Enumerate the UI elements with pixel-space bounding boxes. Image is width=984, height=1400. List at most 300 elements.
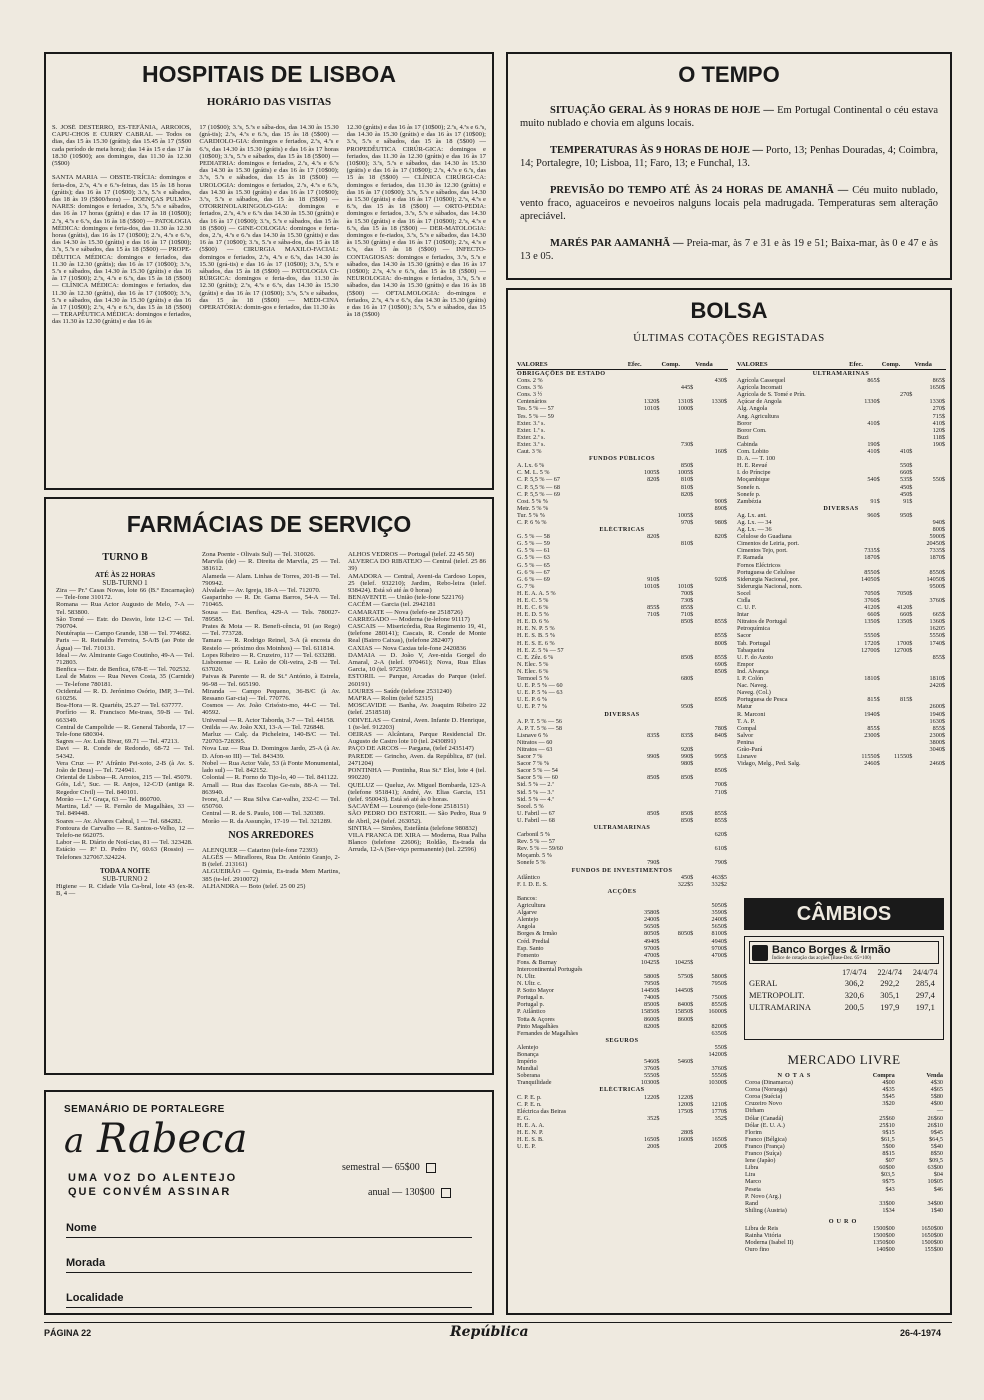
bolsa-right-value-cell: 5900$ — [929, 533, 945, 541]
bolsa-left-row — [516, 547, 728, 554]
bolsa-right-row — [736, 640, 946, 647]
bolsa-left-value-cell: 3580$ — [643, 909, 660, 917]
bolsa-left-value-cell: 8550$ — [711, 1001, 727, 1009]
bolsa-left-name-cell: H. E. Z. 5 % — 57 — [517, 646, 564, 654]
bolsa-left-value-cell: 4700$ — [643, 951, 660, 959]
bolsa-right-value-cell: 3800$ — [929, 738, 945, 746]
tempo-p1-lead: SITUAÇÃO GERAL ÀS 9 HORAS DE HOJE — — [550, 105, 774, 116]
bolsa-left-name-cell: H. E. A. A. — [517, 1121, 545, 1129]
bolsa-left-value-cell: 5550$ — [711, 1072, 727, 1080]
bolsa-right-value-cell: 16205 — [929, 625, 945, 633]
bolsa-right-row — [736, 377, 946, 384]
bolsa-left-name-cell: G. 5 % — 58 — [517, 533, 550, 541]
bolsa-right-name-cell: Penina — [737, 738, 754, 746]
bolsa-left-row — [516, 909, 728, 916]
bolsa-left-row — [516, 732, 728, 739]
bolsa-right-name-cell: Celulose do Guadiana — [737, 533, 792, 541]
bolsa-right-value-cell: 2300$ — [864, 731, 880, 739]
bolsa-right-value-cell — [913, 661, 946, 668]
bolsa-left-row — [516, 767, 728, 774]
bolsa-right-name-cell: Intar — [737, 611, 749, 619]
bolsa-left-row — [516, 576, 728, 583]
bolsa-left-value-cell: 1200$ — [677, 1100, 694, 1108]
bolsa-left-value-cell — [627, 654, 661, 661]
bolsa-left-row — [516, 1094, 728, 1101]
bolsa-left-value-cell — [694, 384, 728, 391]
bolsa-right-row — [736, 519, 946, 526]
rabeca-localidade-field[interactable] — [66, 1292, 472, 1308]
bolsa-left-name-cell: G. 5 % — 65 — [517, 561, 550, 569]
bolsa-left-value-cell — [694, 476, 728, 483]
bolsa-left-value-cell — [627, 562, 661, 569]
bolsa-left-name-cell: Pinto Magalhães — [517, 1022, 559, 1030]
bolsa-left-name-cell: G. 5 % — 63 — [517, 554, 550, 562]
mercado-notas-value-cell: 9$75 — [882, 1178, 895, 1186]
bolsa-right-section-label: DIVERSAS — [823, 504, 859, 512]
bolsa-left-row — [516, 803, 728, 810]
bolsa-left-value-cell: 3760$ — [643, 1065, 660, 1073]
mercado-notas-value-cell: $64,5 — [929, 1135, 943, 1143]
bolsa-left-value-cell — [694, 987, 728, 994]
mercado-notas-value-cell: $09,5 — [929, 1157, 943, 1165]
bolsa-left-value-cell: 8600$ — [643, 1015, 660, 1023]
bolsa-right-value-cell: 1870$ — [864, 554, 880, 562]
bolsa-right-name-cell: H. E. Revué — [737, 462, 768, 470]
rabeca-logo-a: a — [64, 1121, 85, 1161]
farmacias-subturno-2: SUB-TURNO 2 — [102, 874, 148, 883]
bolsa-left-value-cell — [660, 1143, 694, 1150]
cambios-value-cell: 197,9 — [880, 1002, 900, 1012]
bolsa-right-name-cell: Portuguesa de Celulose — [737, 568, 796, 576]
bolsa-left-value-cell: 14200$ — [708, 1051, 727, 1058]
bolsa-left-value-cell — [660, 923, 694, 930]
bolsa-left-value-cell — [660, 796, 694, 803]
bolsa-right-name-cell: Siderurgia Nacional, nom. — [737, 582, 803, 590]
bolsa-left-name-cell: Sacor 5 % — 60 — [517, 774, 558, 782]
bolsa-left-value-cell — [694, 1058, 728, 1065]
tempo-p1-text: Em Portugal Continental o céu estava muito nublado e chovia em alguns locais. — [520, 105, 939, 129]
bolsa-left-name-cell: Agricultura — [517, 902, 546, 910]
bolsa-right-row — [736, 604, 946, 611]
bolsa-left-row — [516, 398, 728, 405]
bolsa-left-value-cell: 850$ — [714, 696, 727, 704]
mercado-notas-label-cell: Rand — [745, 1199, 759, 1207]
bolsa-left-row — [516, 952, 728, 959]
rabeca-box — [44, 1090, 494, 1315]
bolsa-left-row — [516, 881, 728, 888]
bolsa-right-value-cell — [881, 547, 914, 554]
cambios-value-cell: 285,4 — [915, 978, 935, 988]
bolsa-left-name-cell: Fons. & Burnay — [517, 958, 557, 966]
bolsa-left-row — [516, 1108, 728, 1115]
bolsa-left-value-cell: 970$ — [680, 518, 694, 526]
bolsa-right-value-cell — [848, 519, 881, 526]
bolsa-right-name-cell: Vidago, Melg., Ped. Salg. — [737, 760, 801, 768]
bolsa-right-value-cell: 1350$ — [896, 618, 913, 626]
bolsa-left-value-cell — [694, 512, 728, 519]
mercado-notas-value-cell: 26$60 — [927, 1114, 943, 1122]
bolsa-left-value-cell: 900$ — [714, 497, 727, 505]
mercado-notas-label-cell: Coroa (Noruega) — [745, 1086, 788, 1094]
mercado-notas-label-cell: Marco — [745, 1178, 762, 1186]
bolsa-left-value-cell: 850$ — [714, 767, 727, 775]
bolsa-left-name-cell: Alentejo — [517, 1043, 539, 1051]
rabeca-nome-label: Nome — [66, 1222, 97, 1234]
rabeca-morada-field[interactable] — [66, 1257, 472, 1273]
bolsa-left-value-cell — [627, 640, 661, 647]
bolsa-right-row — [736, 384, 946, 391]
hospitais-col-2: 17 (10$00); 3.ªs, 5.ªs e sába-dos, das 14.30 às 15.30 (grá-tis); 2.ªs, 4.ªs e 6.ªs, das 15 às 18 (5$00) — CARDIOLO-GIA: domingos e feriados, 2.ªs, 4.ªs e 6.ªs, das 14.30 às 15.30 (grátis) e das 16 às 17 horas (10$00); 3.ªs, 5.ªs e sábados, das 15 às 18 (5$00) — PEDIATRIA: domingos e feriados, 2.ªs, 4.ªs e 6.ªs das 14.30 às 15.30 (grátis) e das 16 às 17 (10$00); 3.ªs, 5.ªs e sábados, das 15 às 18 (5$00) — UROLOGIA: domingos e feriados, 2.ªs, 4.ªs e 6.ªs, das 14.30 às 15.30 (grátis) e das 16 às 17 (10$00); 3.ªs, 5.ªs e sábados, das 15 às 18 (5$00) — OTORRINOLARINGOLO-GIA: domingos e feriados, 2.ªs, 4.ªs e 6.ªs das 14.30 às 15.30 (grátis) e das 16 às 17 (10$00); 3.ªs, 5.ªs e sábados, das 15 às 18 (5$00) — GINE-COLOGIA: domingos e feria-dos, 2.ªs, 4.ªs e 6.ªs das 14.30 às 15.30 (grátis) e das 16 às 17 (10$00); 3.ªs, 5.ªs e sába-dos, das 15 às 18 (5$00) — CIRURGIA MAXILO-FACIAL: domingos e feriados, 2.ªs, 4.ªs e 6.ªs, das 14.30 às 15.30 (grá-tis) e das 16 às 17 (10$00); 3.ªs, 5.ªs e sábados, das 15 às 18 (5$00) — PATOLOGIA CI-RÚRGICA: domingos e feria-dos, das 11.30 às 12.30 (grátis); 2.ªs, 4.ªs e 6.ªs, das 14.30 às 15.30 (grátis) e das 16 às 17 (10$00); 3.ªs, 5.ªs e sábados, das 15 às 18 (5$00) — MEDI-CINA OPERATÓRIA: domin-gos e feriados, das 11.30 às — [199, 124, 339, 312]
rabeca-semestral-row[interactable] — [342, 1162, 436, 1173]
bolsa-right-row — [736, 434, 946, 441]
bolsa-left-value-cell — [660, 789, 694, 796]
bolsa-right-value-cell: 550$ — [900, 462, 913, 470]
bolsa-right-value-cell — [881, 689, 914, 696]
footer-page: PÁGINA 22 — [44, 1328, 92, 1338]
bolsa-right-name-cell: Boror — [737, 419, 752, 427]
mercado-notas-value-cell: 25$10 — [879, 1121, 895, 1129]
bolsa-right-value-cell — [848, 625, 881, 632]
bolsa-left-section-label: OBRIGAÇÕES DE ESTADO — [517, 370, 606, 377]
bolsa-left-name-cell: Termoel 5 % — [517, 675, 549, 683]
bolsa-left-value-cell: 1010$ — [643, 582, 660, 590]
bolsa-right-value-cell — [848, 469, 881, 476]
bolsa-left-value-cell: 8500$ — [643, 1001, 660, 1009]
bolsa-left-name-cell: Bancos: — [517, 894, 537, 902]
bolsa-right-value-cell: 660$ — [900, 611, 913, 619]
bolsa-left-name-cell: Eléctrica das Beiras — [517, 1107, 567, 1115]
bolsa-left-value-cell: 1650$ — [711, 1136, 727, 1144]
bolsa-left-value-cell — [627, 625, 661, 632]
mercado-notas-value-cell: 4$65 — [930, 1086, 943, 1094]
bolsa-right-row — [736, 547, 946, 554]
mercado-notas-value-cell: 10$05 — [927, 1178, 943, 1186]
bolsa-left-name-cell: U. Fabril — 68 — [517, 816, 555, 824]
bolsa-right-value-cell: 660$ — [900, 469, 913, 477]
bolsa-left-value-cell — [694, 739, 728, 746]
mercado-notas-label-cell: Dólar (E. U. A.) — [745, 1121, 785, 1129]
cambios-bank-name: Banco Borges & Irmão — [772, 944, 891, 956]
bolsa-right-row — [736, 405, 946, 412]
bolsa-left-value-cell: 850$ — [680, 653, 694, 661]
bolsa-left-row — [516, 583, 728, 590]
bolsa-left-value-cell — [627, 895, 661, 902]
bolsa-left-value-cell: 850$ — [714, 667, 727, 675]
bolsa-left-row — [516, 959, 728, 966]
rabeca-anual-row[interactable] — [368, 1187, 451, 1198]
bolsa-left-row — [516, 682, 728, 689]
bolsa-left-row — [516, 519, 728, 526]
bolsa-right-value-cell: 2460$ — [864, 760, 880, 768]
bolsa-left-value-cell: 840$ — [714, 731, 727, 739]
bolsa-left-value-cell — [694, 611, 728, 618]
bolsa-left-name-cell: Carbonil 5 % — [517, 831, 550, 839]
bolsa-left-value-cell: 200$ — [647, 1143, 660, 1151]
farmacias-col-2b: ALENQUER — Catarino (tele-fone 72393) ALGÉS — Miraflores, Rua Dr. António Granjo, 2-B (telef. 213161) ALGUEIRÃO — Quimia, Es-trada Mem Martins, 385 (te-lef. 2910072) ALHANDRA — Boto (telef. 25 00 25) — [202, 846, 340, 890]
bolsa-right-name-cell: Salvor — [737, 731, 754, 739]
bolsa-right-row — [736, 533, 946, 540]
bolsa-left-value-cell: 1010$ — [677, 582, 694, 590]
bolsa-left-value-cell: 5460$ — [643, 1058, 660, 1066]
bolsa-right-value-cell: 2420$ — [929, 682, 945, 690]
bolsa-left-name-cell: Tes. 5 % — 57 — [517, 405, 554, 413]
bolsa-left-value-cell — [627, 618, 661, 625]
bolsa-left-row — [516, 1023, 728, 1030]
farmacias-col-1: Zira — Pr.ª Casas Novas, lote 66 (B.º Encarnação) — Tele-fone 310172. Romana — Rua Actor Augusto de Melo, 7-A — Tel. 583800. São Tomé — Estr. do Desvio, lote 12-C — Tel. 790704. Neutérapia — Campo Grande, 138 — Tel. 774682. Paris — R. Reinaldo Ferreira, 5-A/B (ao Pote de Água) — Tel. 710131. Ideal — Av. Almirante Gago Coutinho, 49-A — Tel. 712803. Benfica — Estr. de Benfica, 678-E — Tel. 702532. Leal de Matos — Rua Neves Costa, 35 (Carnide) — Te-lefone 780181. Ocidental — R. D. Jerónimo Osório, IMP, 3—Tel. 610256. Boa-Hora — R. Quartéis, 25.27 — Tel. 637777. Porfírio — R. Francisco Me-trass, 59-B — Tel. 663349. Central de Campolide — R. General Taborda, 17 — Tele-fone 680304. Sagres — Av. Luís Bivar, 69.71 — Tel. 47213. Davi — R. Conde de Redondo, 68-72 — Tel. 54342. Vera Cruz — P.ª Afrânio Pei-xoto, 2-B (à Av. S. João de Deus) — Tel. 724941. Oriental de Lisboa—R. Arroios, 215 — Tel. 45079. Góis, Ld.ª, Suc. — R. Anjos, 12-C/D (antiga R. Regedor Civil) — Tel. 840101. Morão — L.º Graça, 63 — Tel. 860700. Martins, Ld.ª — R. Fernão de Magalhães, 33 — Tel. 849448. Soares — Av. Alvares Cabral, 1 — Tel. 684282. Fontoura de Carvalho — R. Santos-o-Velho, 12 — Telefo-ne 662075. Labor — R. Diário de Notí-cias, 81 — Tel. 323428. Estácio — P.ª D. Pedro IV, 60.63 (Rossio) — Telefones 327067.324224. — [56, 587, 194, 861]
bolsa-right-value-cell — [881, 427, 914, 434]
bolsa-left-row — [516, 611, 728, 618]
bolsa-left-value-cell — [627, 420, 661, 427]
bolsa-right-value-cell — [848, 427, 881, 434]
bolsa-left-value-cell: 700$ — [714, 781, 727, 789]
bolsa-left-row — [516, 391, 728, 398]
bolsa-right-name-cell: Cimentos de Leiria, port. — [737, 540, 800, 548]
bolsa-left-value-cell — [694, 469, 728, 476]
bolsa-left-row — [516, 1058, 728, 1065]
cambios-value-cell: 197,1 — [915, 1002, 935, 1012]
bolsa-left-value-cell: 820$ — [714, 533, 727, 541]
bolsa-left-value-cell: 780$ — [714, 724, 727, 732]
bolsa-left-value-cell — [660, 980, 694, 987]
bolsa-left-value-cell: 5460$ — [677, 1058, 694, 1066]
bolsa-left-row — [516, 966, 728, 973]
bolsa-left-value-cell: 1750$ — [677, 1107, 694, 1115]
bolsa-left-value-cell: 820$ — [647, 533, 660, 541]
bolsa-left-value-cell: 550$ — [714, 1043, 727, 1051]
bolsa-left-row — [516, 1016, 728, 1023]
bolsa-right-value-cell: 2460$ — [929, 760, 945, 768]
bolsa-left-value-cell — [694, 540, 728, 547]
bolsa-right-row — [736, 569, 946, 576]
bolsa-left-name-cell: Soberana — [517, 1072, 541, 1080]
bolsa-left-row — [516, 945, 728, 952]
bolsa-title: BOLSA — [690, 298, 768, 323]
mercado-notas-row — [744, 1200, 944, 1207]
bolsa-left-row — [516, 930, 728, 937]
bolsa-right-name-cell: Tab. Portugal — [737, 639, 771, 647]
bolsa-left-value-cell — [660, 498, 694, 505]
bolsa-left-row — [516, 874, 728, 881]
bolsa-left-value-cell: 7950$ — [711, 980, 727, 988]
bolsa-left-value-cell: 10425$ — [640, 958, 660, 966]
bolsa-left-row — [516, 625, 728, 632]
bolsa-right-value-cell — [848, 668, 881, 675]
bolsa-left-value-cell — [627, 966, 661, 973]
bolsa-right-value-cell — [848, 491, 881, 498]
bolsa-left-row — [516, 831, 728, 838]
bolsa-left-value-cell: 1320$ — [643, 398, 660, 406]
mercado-notas-row — [744, 1079, 944, 1086]
bolsa-left-value-cell — [627, 661, 661, 668]
bolsa-right-name-cell: Boror Com. — [737, 426, 767, 434]
mercado-notas-table — [744, 1072, 944, 1253]
bolsa-box — [506, 288, 952, 1315]
bolsa-right-value-cell — [881, 441, 914, 448]
bolsa-left-name-cell: N. Elec. 5 % — [517, 660, 549, 668]
bolsa-right-value-cell — [881, 732, 914, 739]
bolsa-left-name-cell: Rev. 5 % — 57 — [517, 838, 555, 846]
bolsa-right-value-cell — [848, 484, 881, 491]
bolsa-right-name-cell: F. Ramada — [737, 554, 764, 562]
bolsa-left-name-cell: Tranquilidade — [517, 1079, 552, 1087]
footer-date: 26-4-1974 — [900, 1328, 942, 1338]
bolsa-right-value-cell — [881, 661, 914, 668]
cambios-bank-banner — [749, 941, 939, 964]
bolsa-right-value-cell — [913, 590, 946, 597]
mercado-notas-label-cell: Iene (Japão) — [745, 1157, 776, 1165]
bolsa-right-value-cell — [848, 703, 881, 710]
bolsa-left-row — [516, 1044, 728, 1051]
bolsa-left-head-comp: Comp. — [660, 360, 694, 370]
mercado-notas-value-cell: 4$00 — [882, 1079, 895, 1087]
bolsa-right-value-cell: 2300$ — [929, 731, 945, 739]
mercado-notas-label-cell: Lira — [745, 1171, 756, 1179]
bolsa-right-row — [736, 455, 946, 462]
bolsa-right-value-cell: 665$ — [932, 611, 945, 619]
bolsa-left-value-cell: 430$ — [714, 377, 727, 385]
bolsa-left-value-cell: 730$ — [680, 597, 694, 604]
bolsa-right-value-cell — [913, 562, 946, 569]
bolsa-left-name-cell: Tur. 5 % % — [517, 511, 545, 519]
bolsa-left-value-cell — [660, 838, 694, 845]
bolsa-left-value-cell: 200$ — [714, 1143, 727, 1151]
tempo-p3-lead: PREVISÃO DO TEMPO ATÉ ÀS 24 HORAS DE AMANHÃ — — [550, 185, 849, 196]
farmacias-noite: TODA A NOITE — [99, 866, 151, 875]
bolsa-left-value-cell — [627, 831, 661, 838]
bolsa-left-row — [516, 554, 728, 561]
bolsa-left-value-cell — [660, 895, 694, 902]
bolsa-left-name-cell: P. Atlântico — [517, 1008, 546, 1016]
bolsa-right-name-cell: Ag. Lx. — 36 — [737, 526, 772, 534]
bolsa-right-value-cell — [913, 668, 946, 675]
bolsa-left-name-cell: A. P. T. 5 % — 58 — [517, 724, 562, 732]
bolsa-right-row — [736, 668, 946, 675]
mercado-ouro-head: OURO — [828, 1217, 860, 1225]
rabeca-semestral-label: semestral — 65$00 — [342, 1162, 420, 1173]
bolsa-left-row — [516, 540, 728, 547]
bolsa-left-value-cell: 920$ — [714, 575, 727, 583]
bolsa-left-value-cell — [660, 554, 694, 561]
mercado-ouro-value-cell: 140$00 — [876, 1246, 895, 1254]
bolsa-right-value-cell: 7335$ — [864, 547, 880, 555]
bolsa-right-value-cell: 715$ — [932, 412, 945, 420]
bolsa-left-row — [516, 817, 728, 824]
bolsa-right-value-cell: 12700$ — [861, 646, 880, 654]
bolsa-left-value-cell — [627, 1030, 661, 1037]
cambios-value-cell: 305,1 — [880, 990, 900, 1000]
bolsa-left-value-cell — [660, 945, 694, 952]
bolsa-right-value-cell — [881, 554, 914, 561]
bolsa-left-value-cell: 7500$ — [711, 994, 727, 1002]
bolsa-left-value-cell — [660, 434, 694, 441]
mercado-notas-value-cell: 4$00 — [930, 1100, 943, 1108]
bolsa-left-value-cell — [627, 746, 661, 753]
bolsa-right-value-cell — [881, 569, 914, 576]
bolsa-left-row — [516, 562, 728, 569]
rabeca-nome-field[interactable] — [66, 1222, 472, 1238]
mercado-notas-label-cell: Franco (Bélgica) — [745, 1135, 787, 1143]
mercado-notas-value-cell: 8$50 — [930, 1150, 943, 1158]
bolsa-left-value-cell: 1005$ — [677, 511, 694, 519]
rabeca-semestral-checkbox[interactable] — [426, 1163, 436, 1173]
bolsa-left-name-cell: Mundial — [517, 1065, 538, 1073]
bolsa-left-name-cell: Centenários — [517, 398, 547, 406]
bolsa-right-value-cell: 2600$ — [929, 703, 945, 711]
bolsa-left-row — [516, 370, 728, 378]
bolsa-right-value-cell — [881, 413, 914, 420]
bolsa-left-name-cell: G. 7 % — [517, 582, 535, 590]
rabeca-anual-checkbox[interactable] — [441, 1188, 451, 1198]
bolsa-left-value-cell — [627, 725, 661, 732]
mercado-notas-row — [744, 1157, 944, 1164]
bolsa-right-value-cell — [881, 625, 914, 632]
bolsa-left-row — [516, 455, 728, 462]
bolsa-left-name-cell: U. E. P. 5 % — 63 — [517, 689, 563, 697]
bolsa-right-value-cell: 660$ — [867, 611, 880, 619]
bolsa-left-value-cell — [660, 994, 694, 1001]
bolsa-left-row — [516, 789, 728, 796]
mercado-ouro-value-cell: 1650$00 — [921, 1232, 943, 1240]
bolsa-left-name-cell: Sid. 5 % — 4.ª — [517, 795, 554, 803]
farmacias-col-1b: Higiene — R. Cidade Vila Ca-bral, lote 43 (ex-R. B, 4 — — [56, 882, 194, 897]
bolsa-left-name-cell: Caut. 3 % — [517, 448, 542, 456]
bolsa-left-value-cell: 835$ — [647, 731, 660, 739]
bolsa-left-row — [516, 1086, 728, 1093]
bolsa-left-value-cell: 1650$ — [643, 1136, 660, 1144]
bolsa-left-value-cell — [627, 718, 661, 725]
bolsa-left-value-cell — [660, 1044, 694, 1051]
bolsa-left-value-cell: 850$ — [680, 462, 694, 470]
bolsa-right-value-cell: 3760$ — [929, 597, 945, 604]
bolsa-left-name-cell: Lisnave 6 % — [517, 731, 548, 739]
rabeca-slogan-1: UMA VOZ DO ALENTEJO — [68, 1172, 238, 1184]
bolsa-right-name-cell: Cabinda — [737, 440, 758, 448]
bolsa-right-head-valores: VALORES — [736, 360, 848, 370]
bolsa-right-value-cell: 800$ — [932, 526, 945, 534]
bolsa-right-value-cell: 91$ — [903, 497, 913, 505]
bolsa-left-value-cell — [694, 1129, 728, 1136]
mercado-ouro-value-cell: 155$00 — [924, 1246, 943, 1254]
bolsa-right-row — [736, 739, 946, 746]
bolsa-left-value-cell: 850$ — [647, 774, 660, 782]
bolsa-left-name-cell: U. E. P. 5 % — 60 — [517, 682, 563, 690]
bolsa-left-row — [516, 420, 728, 427]
bolsa-right-value-cell — [913, 512, 946, 519]
bolsa-left-value-cell — [660, 938, 694, 945]
bolsa-left-value-cell: 9700$ — [643, 944, 660, 952]
bank-logo-icon — [752, 945, 768, 961]
bolsa-left-value-cell: 710$ — [647, 611, 660, 619]
bolsa-right-value-cell: 8550$ — [864, 568, 880, 576]
mercado-notas-value-cell: — — [936, 1107, 943, 1115]
bolsa-right-value-cell — [881, 703, 914, 710]
bolsa-left-value-cell: 980$ — [680, 760, 694, 768]
bolsa-left-value-cell — [627, 647, 661, 654]
bolsa-left-value-cell — [627, 902, 661, 909]
bolsa-right-value-cell: 14050$ — [861, 575, 880, 583]
bolsa-left-value-cell — [660, 569, 694, 576]
mercado-notas-row — [744, 1207, 944, 1214]
bolsa-left-name-cell: Esp. Santo — [517, 944, 544, 952]
bolsa-right-value-cell — [881, 711, 914, 718]
cambios-row — [745, 989, 943, 1001]
cambios-date-3: 24/4/74 — [913, 968, 938, 977]
bolsa-left-name-cell: U. E. P. 7 % — [517, 703, 548, 711]
mercado-notas-value-cell: 25$60 — [879, 1114, 895, 1122]
hospitais-subtitle: HORÁRIO DAS VISITAS — [206, 96, 332, 108]
bolsa-left-name-cell: N. Elec. 6 % — [517, 667, 549, 675]
mercado-notas-label-cell: Florim — [745, 1128, 762, 1136]
